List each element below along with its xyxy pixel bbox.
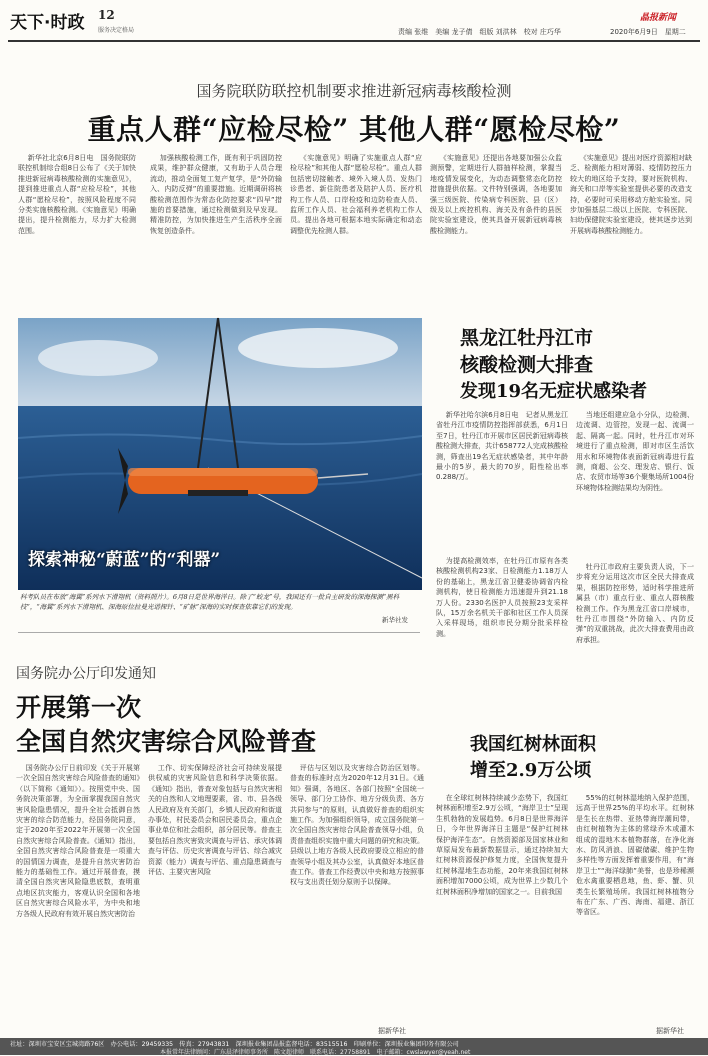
photo-credit: 新华社发 xyxy=(382,616,408,624)
photo-title: 探索神秘“蔚蓝”的“利器” xyxy=(28,550,221,570)
disaster-col-3: 评估与区划以及灾害综合防治区划等。普查的标准时点为2020年12月31日。《通知》强调，各地区、各部门按照“全国统一领导、部门分工协作、地方分级负责、各方共同参与”的原则，认真做好普查的组织实施工作。为加强组织领导，成立国务院第一次全国自然灾害综合风险普查领导小组，负责普查组织实施中重大问题的研究和决策。县级以上地方各级人民政府要设立相应的普查领导小组及其办公室，认真做好本地区普查工作。普查工作经费以中央和地方按照事权与支出责任划分原则予以保障。 xyxy=(290,764,424,887)
disaster-credit: 据新华社 xyxy=(378,1027,406,1035)
disaster-headline-1: 开展第一次 xyxy=(16,693,142,722)
mangrove-headline-1: 我国红树林面积 xyxy=(470,734,596,755)
lead-headline: 重点人群“应检尽检” 其他人群“愿检尽检” xyxy=(87,113,621,146)
section-subtitle: 服务决定格局 xyxy=(98,27,135,34)
mangrove-col-2: 55%的红树林湿地纳入保护范围，远高于世界25%的平均水平。红树林是生长在热带、亚热带海岸潮间带，由红树植物为主体的常绿乔木或灌木组成的湿地木本植物群落，在净化海水、防风消浪、固碳储碳、维护生物多样性等方面发挥着重要作用，有“海岸卫士”“海洋绿肺”美誉，也是珍稀濒危水禽重要栖息地，鱼、虾、蟹、贝类生长繁殖场所。我国红树林植物分布在广东、广西、海南、福建、浙江等省区。 xyxy=(576,794,694,917)
hlj-col-2a: 当地还组建应急小分队，边检测、边流调、边管控，发现一起、流调一起、隔离一起。同时，牡丹江市对环境进行了重点检测，即对市区生活饮用水和环境物体表面新冠病毒进行监测，商超、公交、理发店、银行、饭店、农贸市场等36个聚集场所1004份环境物体检测结果均为阴性。 xyxy=(576,411,694,492)
disaster-kicker: 国务院办公厅印发通知 xyxy=(16,666,156,682)
issue-date: 2020年6月9日 星期二 xyxy=(610,28,686,36)
photo-caption: 科考队员在布放“海翼”系列水下滑翔机（资料照片）。6月8日是世界海洋日。除了“蛟龙”号，我国还有一批自主研发的深海探测“黑科技”，“海翼”系列水下滑翔机、深海原位拉曼光谱探针、“矿脉”深海的实时探查依靠它们的发现。 xyxy=(20,593,400,611)
lead-col-2: 加强核酸检测工作，既有利于巩固防控成果，维护群众健康，又有助于人员合理流动，推动全面复工复产复学，是“外防输入、内防反弹”的重要措施。近期调研将核酸检测范围作为常态化防控要求“四早”措施的首要措施，通过检测做到及早发现。精准防控，为加快推进生产生活秩序全面恢复创造条件。 xyxy=(150,154,282,235)
lead-col-3: 《实施意见》明确了实施重点人群“应检尽检”和其他人群“愿检尽检”。重点人群包括密切接触者、境外入境人员、发热门诊患者、新住院患者及陪护人员、医疗机构工作人员、口岸检疫和边防检查人员、监所工作人员、社会福利养老机构工作人员。提出各地可根据本地实际确定和动态调整优先检测人群。 xyxy=(290,154,422,235)
section-title: 天下·时政 xyxy=(10,13,85,33)
hlj-headline-3: 发现19名无症状感染者 xyxy=(460,381,648,402)
hlj-col-2b: 牡丹江市政府主要负责人说，下一步将充分运用这次市区全民大排查成果，根据防控形势，适时科学推进所属县（市）重点行业、重点人群核酸检测工作。作为黑龙江省口岸城市，牡丹江市围绕“外防输入、内防反弹”的双重挑战，此次大排查费用由政府承担。 xyxy=(576,563,694,644)
header-rule xyxy=(8,40,700,42)
lead-col-1: 新华社北京6月8日电 国务院联防联控机制综合组8日公布了《关于加快推进新冠病毒核酸检测的实施意见》，提到推进重点人群“应检尽检”，其他人群“愿检尽检”，按照风险程度不同分类实施核酸检测。《实施意见》明确提出，提升检测能力，尽力扩大检测范围。 xyxy=(18,154,136,235)
mangrove-headline-2: 增至2.9万公顷 xyxy=(470,760,592,781)
hlj-col-1a: 新华社哈尔滨6月8日电 记者从黑龙江省牡丹江市疫情防控指挥部获悉，6月1日至7日，牡丹江市开展市区居民新冠病毒核酸检测大排查，共计658772人完成核酸检测，筛查出19名无症状感染者，其中年龄最小的5岁，最大的70岁，阳性检出率0.288/万。 xyxy=(436,411,568,482)
lead-kicker: 国务院联防联控机制要求推进新冠病毒核酸检测 xyxy=(196,82,512,100)
photo-frame xyxy=(18,318,422,590)
lead-col-4: 《实施意见》还提出各地要加强公众监测预警，定期进行人群抽样检测，掌握当地疫情发展变化，为动态调整常态化防控措施提供依据。文件特别强调，各地要加强三级医院、传染病专科医院、县（区）级及以上疾控机构、海关及有条件的县医院实验室建设，使其具备开展新冠病毒核酸检测能力。 xyxy=(430,154,562,235)
mangrove-credit: 据新华社 xyxy=(656,1027,684,1035)
newspaper-logo: 晶报新闻 xyxy=(640,13,677,23)
footer-address: 社址：深圳市宝安区宝城湾路76区 办公电话：29459335 传真：27943831 深圳报业集团晶报监督电话：83515516 印刷单位：深圳报业集团印务有限公司 xyxy=(10,1041,459,1048)
mangrove-col-1: 在全球红树林持续减少态势下，我国红树林面积增至2.9万公顷，“海岸卫士”呈现生机勃勃的发展趋势。6月8日是世界海洋日，今年世界海洋日主题是“保护红树林 保护海洋生态”。自然资源部及国家林业和草原局发布最新数据显示，通过持续加大红树林资源保护修复力度，全国恢复提升红树林湿地生态功能，20年来我国红树林面积增加7000公顷，成为世界上少数几个红树林面积净增加的国家之一。目前我国 xyxy=(436,794,575,896)
header-bar xyxy=(0,0,708,48)
hlj-col-1b: 为提高检测效率，在牡丹江市原有各类核酸检测机构23家、日检测能力1.18万人份的基础上，黑龙江省卫健委协调省内检测机构，使日检测能力迅速提升到21.18万人份。2330名医护人员按照23支采样队，15万余名机关干部和社区工作人员深入采样现场，组织市民分期分批采样检测。 xyxy=(436,557,568,638)
footer-legal: 本报常年法律顾问：广东晨泽律师事务所 陈文超律师 联系电话：27758891 电子邮箱：cwslawyer@yeah.net xyxy=(160,1049,471,1056)
editor-credits: 责编 张维 美编 龙子倩 组版 刘洪林 校对 庄巧华 xyxy=(398,28,561,36)
disaster-col-2: 工作、切实保障经济社会可持续发展提供权威的灾害风险信息和科学决策依据。《通知》指出，普查对象包括与自然灾害相关的自然和人文地理要素，省、市、县各级人民政府及有关部门，乡镇人民政府和街道办事处，村民委员会和居民委员会，重点企事业单位和社会组织，部分居民等。普查主要包括自然灾害致灾调查与评估、承灾体调查与评估、历史灾害调查与评估、综合减灾资源（能力）调查与评估、重点隐患调查与评估、主要灾害风险 xyxy=(148,764,282,877)
disaster-headline-2: 全国自然灾害综合风险普查 xyxy=(16,727,317,756)
lead-col-5: 《实施意见》提出对医疗资源相对缺乏、检测能力相对薄弱、疫情防控压力较大的地区给予支持，要对医院机构、海关和口岸等实验室提供必要的改造支持，必要时可采用移动方舱实验室。同步加强基层二级以上医院、专科医院、妇幼保健院实验室建设，使其逐步达到开展病毒核酸检测能力。 xyxy=(570,154,692,235)
hlj-headline-1: 黑龙江牡丹江市 xyxy=(460,327,594,349)
section-divider xyxy=(18,632,420,633)
hlj-headline-2: 核酸检测大排查 xyxy=(460,354,594,376)
page-number: 12 xyxy=(98,8,115,22)
disaster-col-1: 国务院办公厅日前印发《关于开展第一次全国自然灾害综合风险普查的通知》（以下简称《通知》）。按照党中央、国务院决策部署，为全面掌握我国自然灾害风险隐患情况，提升全社会抵御自然灾害的综合防范能力，经国务院同意，定于2020年至2022年开展第一次全国自然灾害综合风险普查。《通知》指出，全国自然灾害综合风险普查是一项重大的国情国力调查，是提升自然灾害防治能力的基础性工作。通过开展普查，摸清全国自然灾害风险隐患底数，查明重点地区抗灾能力，客观认识全国和各地区自然灾害综合风险水平，为中央和地方各级人民政府有效开展自然灾害防治 xyxy=(16,764,140,918)
